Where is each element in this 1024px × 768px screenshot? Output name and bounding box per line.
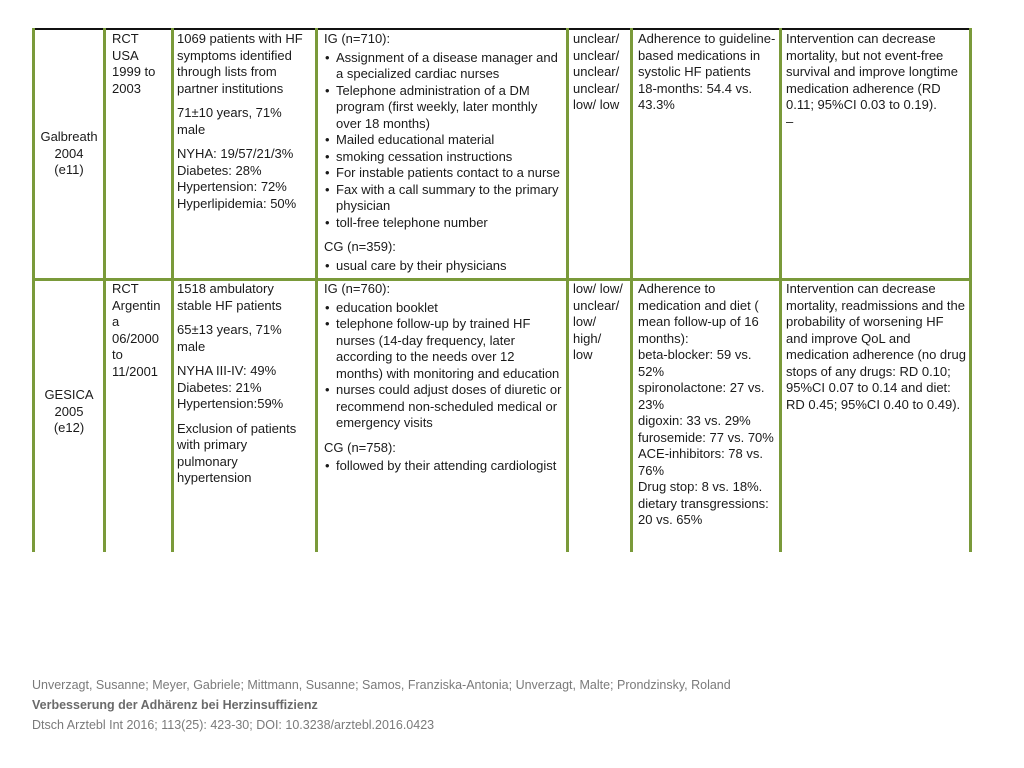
bias-cell: unclear/ unclear/ unclear/ unclear/ low/ low (573, 31, 620, 112)
column-divider (630, 28, 633, 552)
study-table (32, 28, 972, 552)
column-divider (566, 28, 569, 552)
cg-list (324, 258, 564, 275)
bias-cell: low/ low/ unclear/ low/ high/ low (573, 281, 623, 362)
list-item: • followed by their attending cardiologist (324, 458, 564, 475)
list-item: • For instable patients contact to a nurse (324, 165, 564, 182)
population-cell: 1518 ambulatory stable HF patients 65±13 years, 71% male NYHA III-IV: 49% Diabetes: 21% Hypertension:59% Exclusion of patients with primary pulmonary hypertension (177, 281, 297, 485)
design-cell: RCT Argentin a 06/2000 to 11/2001 (112, 281, 161, 379)
outcome-cell: Adherence to medication and diet ( mean follow-up of 16 months): beta-blocker: 59 vs. 52% spironolactone: 27 vs. 23% digoxin: 33 vs. 29% furosemide: 77 vs. 70% ACE-inhibitors: 78 vs. 76% Drug stop: 8 vs. 18%. dietary transgressions: 20 vs. 65% (638, 281, 774, 527)
list-item: • education booklet (324, 300, 564, 317)
list-item: • telephone follow-up by trained HF nurses (14-day frequency, later according to the needs over 12 months) with monitoring and education (324, 316, 564, 382)
list-item: • Telephone administration of a DM program (first weekly, later monthly over 18 months) (324, 83, 564, 133)
citation-authors: Unverzagt, Susanne; Meyer, Gabriele; Mittmann, Susanne; Samos, Franziska-Antonia; Unverzagt, Malte; Prondzinsky, Roland (32, 678, 731, 692)
citation-title: Verbesserung der Adhärenz bei Herzinsuffizienz (32, 698, 318, 712)
column-divider (171, 28, 174, 552)
list-item: • Mailed educational material (324, 132, 564, 149)
outcome-cell: Adherence to guideline-based medications in systolic HF patients 18-months: 54.4 vs. 43.3% (638, 31, 776, 112)
list-item: • Fax with a call summary to the primary physician (324, 182, 564, 215)
list-item: • toll-free telephone number (324, 215, 564, 232)
population-cell: 1069 patients with HF symptoms identified through lists from partner institutions 71±10 years, 71% male NYHA: 19/57/21/3% Diabetes: 28% Hypertension: 72% Hyperlipidemia: 50% (177, 31, 303, 211)
study-cell: GESICA 2005 (e12) (44, 387, 94, 435)
column-divider (103, 28, 106, 552)
intervention-cell: IG (n=760): • education booklet • telephone follow-up by trained HF nurses (14-day frequency, later according to the needs over 12 months) with monitoring and education • nurses could adjust doses of diuretic or recommend non-scheduled medical or emergency visits CG (n=758): • followed by their attending cardiologist (324, 281, 564, 475)
column-divider (969, 28, 972, 552)
conclusion-cell: Intervention can decrease mortality, but not event-free survival and improve longtime medication adherence (RD 0.11; 95%CI 0.03 to 0.19). – (786, 31, 958, 129)
column-divider (32, 28, 35, 552)
cg-list (324, 458, 564, 475)
list-item: • usual care by their physicians (324, 258, 564, 275)
ig-list (324, 300, 564, 432)
study-cell: Galbreath 2004 (e11) (40, 129, 98, 177)
ig-list (324, 50, 564, 232)
list-item: • Assignment of a disease manager and a specialized cardiac nurses (324, 50, 564, 83)
intervention-cell: IG (n=710): • Assignment of a disease manager and a specialized cardiac nurses • Telephone administration of a DM program (first weekly, later monthly over 18 months) • Mailed educational material • smoking cessation instructions • For instable patients contact to a nurse • Fax with a call summary to the primary physician • toll-free telephone number CG (n=359): • usual care by their physicians (324, 31, 564, 274)
list-item: • nurses could adjust doses of diuretic or recommend non-scheduled medical or emergency visits (324, 382, 564, 432)
column-divider (779, 28, 782, 552)
conclusion-cell: Intervention can decrease mortality, readmissions and the probability of worsening HF and improve QoL and medication adherence (no drug stops of any drugs: RD 0.10; 95%CI 0.07 to 0.14 and diet: RD 0.45; 95%CI 0.40 to 0.49). (786, 281, 966, 412)
list-item: • smoking cessation instructions (324, 149, 564, 166)
column-divider (315, 28, 318, 552)
design-cell: RCT USA 1999 to 2003 (112, 31, 156, 96)
citation-reference: Dtsch Arztebl Int 2016; 113(25): 423-30; DOI: 10.3238/arztebl.2016.0423 (32, 718, 435, 732)
